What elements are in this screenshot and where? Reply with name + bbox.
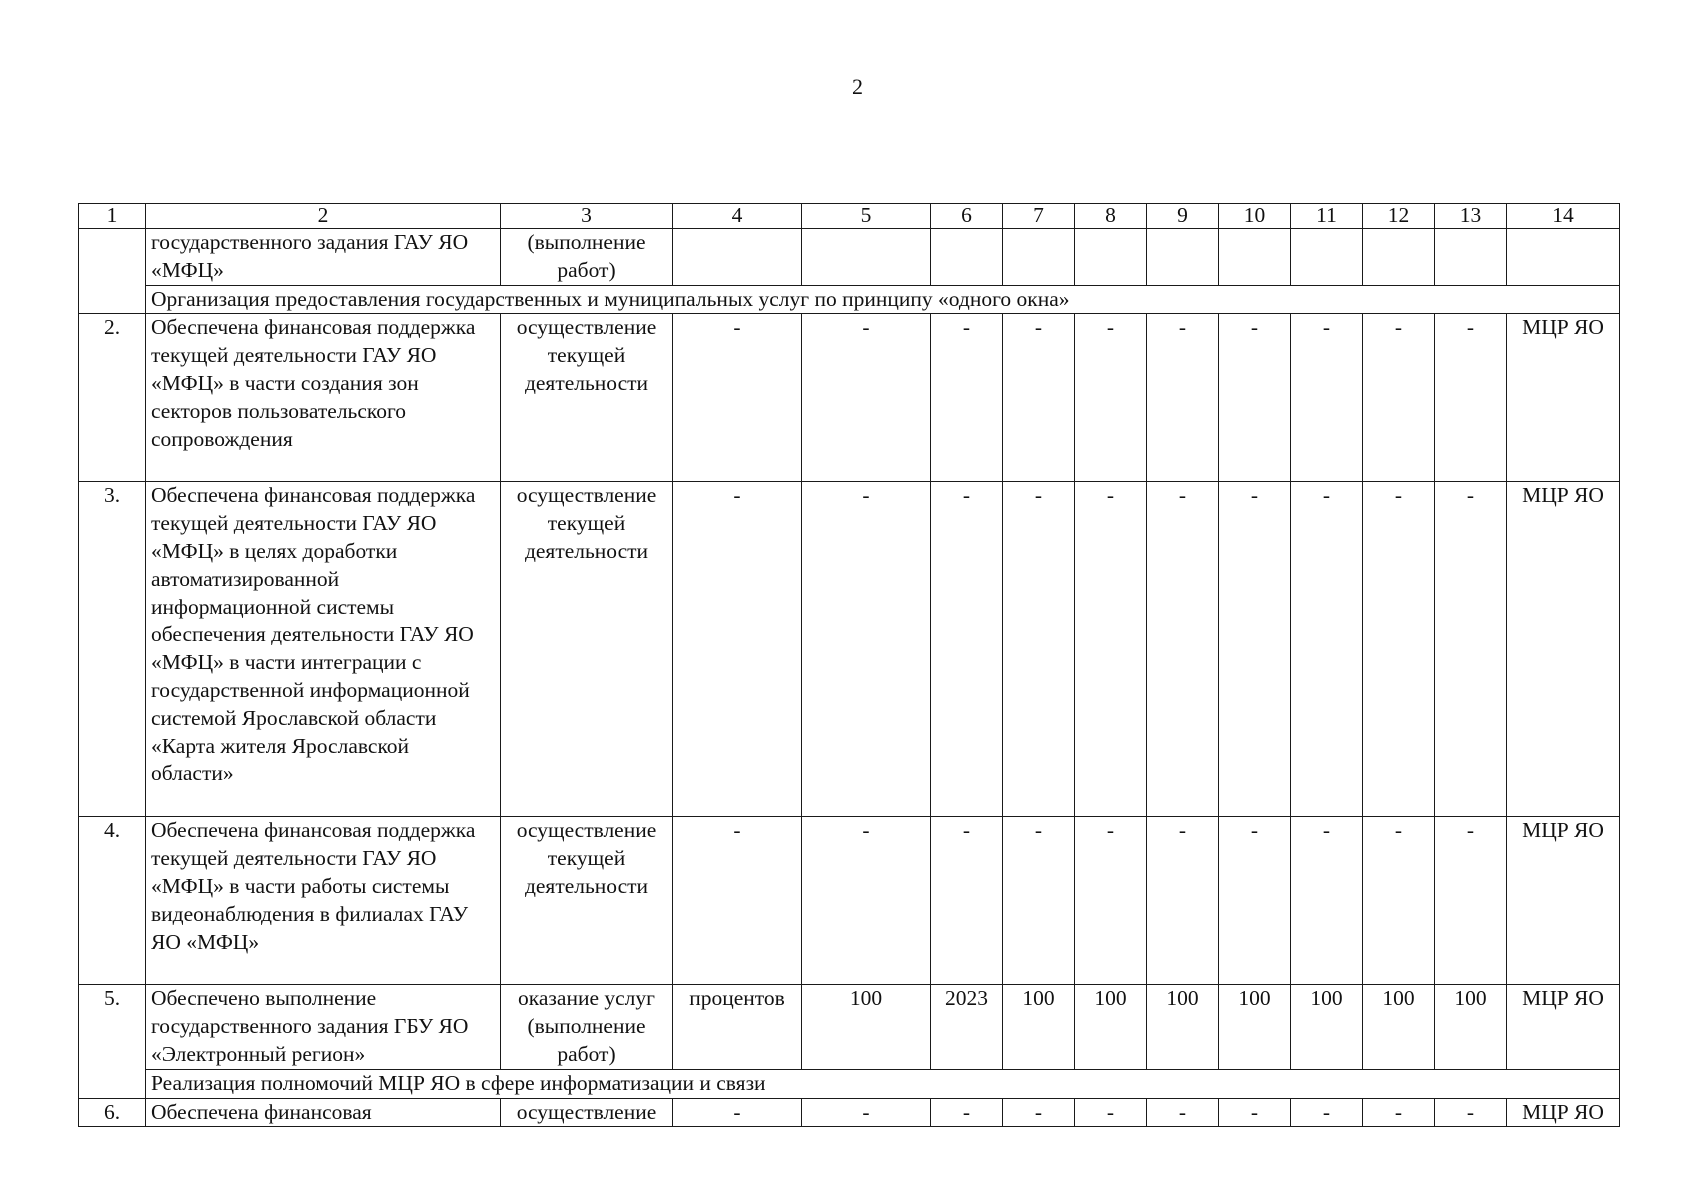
column-number-cell: 9 bbox=[1147, 204, 1219, 229]
indicator-value-cell bbox=[673, 229, 802, 286]
indicator-value-cell: 100 bbox=[1435, 985, 1507, 1069]
indicator-value-cell bbox=[1147, 229, 1219, 286]
indicator-value-cell: - bbox=[1435, 482, 1507, 817]
section-title-row bbox=[79, 285, 1620, 314]
indicator-value-cell: - bbox=[802, 817, 931, 985]
indicator-value-cell: 100 bbox=[1363, 985, 1435, 1069]
indicator-value-cell: - bbox=[673, 1098, 802, 1127]
indicator-value-cell: - bbox=[1435, 817, 1507, 985]
row-number-cell: 4. bbox=[79, 817, 146, 985]
column-number-cell: 10 bbox=[1219, 204, 1291, 229]
indicator-value-cell: - bbox=[1003, 1098, 1075, 1127]
indicator-value-cell: - bbox=[1219, 482, 1291, 817]
indicator-value-cell: - bbox=[1363, 1098, 1435, 1127]
indicator-value-cell: - bbox=[673, 817, 802, 985]
page-number: 2 bbox=[852, 74, 863, 99]
column-number-cell: 14 bbox=[1507, 204, 1620, 229]
indicator-value-cell bbox=[1291, 229, 1363, 286]
section-title-cell: Реализация полномочий МЦР ЯО в сфере информатизации и связи bbox=[146, 1069, 1620, 1098]
indicator-value-cell bbox=[1003, 229, 1075, 286]
indicator-value-cell: - bbox=[802, 314, 931, 482]
column-number-cell: 2 bbox=[146, 204, 501, 229]
row-number-cell: 2. bbox=[79, 314, 146, 482]
column-number-cell: 12 bbox=[1363, 204, 1435, 229]
indicator-value-cell: 100 bbox=[1291, 985, 1363, 1069]
indicator-value-cell: - bbox=[931, 482, 1003, 817]
executor-cell: МЦР ЯО bbox=[1507, 482, 1620, 817]
indicator-value-cell: - bbox=[1363, 482, 1435, 817]
indicator-value-cell: - bbox=[802, 1098, 931, 1127]
table-row bbox=[79, 314, 1620, 482]
result-description-cell: Обеспечена финансовая поддержка текущей деятельности ГАУ ЯО «МФЦ» в целях доработки автоматизированной информационной системы обеспечения деятельности ГАУ ЯО «МФЦ» в части интеграции с государственной информационной системой Ярославской области «Карта жителя Ярославской области» bbox=[146, 482, 501, 817]
continued-row bbox=[79, 229, 1620, 286]
row-number-cell: 5. bbox=[79, 985, 146, 1098]
indicator-value-cell: - bbox=[1003, 482, 1075, 817]
result-description-cell: Обеспечена финансовая bbox=[146, 1098, 501, 1127]
indicator-value-cell: - bbox=[673, 314, 802, 482]
indicator-value-cell: 100 bbox=[802, 985, 931, 1069]
section-title-cell: Организация предоставления государственных и муниципальных услуг по принципу «одного окна» bbox=[146, 285, 1620, 314]
indicator-value-cell: 100 bbox=[1147, 985, 1219, 1069]
indicator-value-cell bbox=[1219, 229, 1291, 286]
table-row bbox=[79, 482, 1620, 817]
column-number-cell: 3 bbox=[501, 204, 673, 229]
indicator-value-cell: - bbox=[1003, 314, 1075, 482]
result-type-cell: (выполнение работ) bbox=[501, 229, 673, 286]
executor-cell: МЦР ЯО bbox=[1507, 985, 1620, 1069]
results-table bbox=[78, 203, 1620, 1127]
column-number-row bbox=[79, 204, 1620, 229]
executor-cell: МЦР ЯО bbox=[1507, 817, 1620, 985]
indicator-value-cell: - bbox=[1075, 314, 1147, 482]
result-description-cell: Обеспечено выполнение государственного задания ГБУ ЯО «Электронный регион» bbox=[146, 985, 501, 1069]
indicator-value-cell: - bbox=[1219, 817, 1291, 985]
result-description-cell: государственного задания ГАУ ЯО «МФЦ» bbox=[146, 229, 501, 286]
result-description-cell: Обеспечена финансовая поддержка текущей деятельности ГАУ ЯО «МФЦ» в части работы системы видеонаблюдения в филиалах ГАУ ЯО «МФЦ» bbox=[146, 817, 501, 985]
table-body bbox=[79, 204, 1620, 1127]
indicator-value-cell: - bbox=[1363, 817, 1435, 985]
column-number-cell: 1 bbox=[79, 204, 146, 229]
executor-cell bbox=[1507, 229, 1620, 286]
indicator-value-cell: - bbox=[802, 482, 931, 817]
indicator-value-cell: 2023 bbox=[931, 985, 1003, 1069]
indicator-value-cell bbox=[1075, 229, 1147, 286]
column-number-cell: 8 bbox=[1075, 204, 1147, 229]
column-number-cell: 7 bbox=[1003, 204, 1075, 229]
table-row bbox=[79, 1098, 1620, 1127]
table-row bbox=[79, 817, 1620, 985]
indicator-value-cell bbox=[1363, 229, 1435, 286]
indicator-value-cell: - bbox=[1435, 1098, 1507, 1127]
indicator-value-cell: - bbox=[1219, 1098, 1291, 1127]
indicator-value-cell: - bbox=[1291, 482, 1363, 817]
column-number-cell: 11 bbox=[1291, 204, 1363, 229]
row-number-cell: 6. bbox=[79, 1098, 146, 1127]
indicator-value-cell: - bbox=[1291, 817, 1363, 985]
column-number-cell: 6 bbox=[931, 204, 1003, 229]
result-description-cell: Обеспечена финансовая поддержка текущей деятельности ГАУ ЯО «МФЦ» в части создания зон секторов пользовательского сопровождения bbox=[146, 314, 501, 482]
executor-cell: МЦР ЯО bbox=[1507, 1098, 1620, 1127]
indicator-value-cell: - bbox=[1147, 314, 1219, 482]
indicator-value-cell bbox=[802, 229, 931, 286]
indicator-value-cell: - bbox=[1147, 1098, 1219, 1127]
indicator-value-cell: - bbox=[1291, 1098, 1363, 1127]
indicator-value-cell: - bbox=[931, 314, 1003, 482]
indicator-value-cell: - bbox=[1363, 314, 1435, 482]
row-number-cell: 3. bbox=[79, 482, 146, 817]
row-number-cell bbox=[79, 229, 146, 314]
result-type-cell: осуществление текущей деятельности bbox=[501, 817, 673, 985]
indicator-value-cell: - bbox=[673, 482, 802, 817]
indicator-value-cell: - bbox=[1075, 482, 1147, 817]
indicator-value-cell: процентов bbox=[673, 985, 802, 1069]
executor-cell: МЦР ЯО bbox=[1507, 314, 1620, 482]
indicator-value-cell: - bbox=[1219, 314, 1291, 482]
result-type-cell: осуществление текущей деятельности bbox=[501, 314, 673, 482]
result-type-cell: оказание услуг (выполнение работ) bbox=[501, 985, 673, 1069]
section-title-row bbox=[79, 1069, 1620, 1098]
indicator-value-cell bbox=[1435, 229, 1507, 286]
column-number-cell: 4 bbox=[673, 204, 802, 229]
indicator-value-cell: 100 bbox=[1219, 985, 1291, 1069]
indicator-value-cell: - bbox=[1003, 817, 1075, 985]
table-row bbox=[79, 985, 1620, 1069]
indicator-value-cell bbox=[931, 229, 1003, 286]
indicator-value-cell: - bbox=[1147, 817, 1219, 985]
indicator-value-cell: - bbox=[1075, 817, 1147, 985]
indicator-value-cell: - bbox=[1147, 482, 1219, 817]
indicator-value-cell: 100 bbox=[1003, 985, 1075, 1069]
indicator-value-cell: - bbox=[1435, 314, 1507, 482]
column-number-cell: 5 bbox=[802, 204, 931, 229]
indicator-value-cell: - bbox=[1075, 1098, 1147, 1127]
indicator-value-cell: 100 bbox=[1075, 985, 1147, 1069]
result-type-cell: осуществление bbox=[501, 1098, 673, 1127]
indicator-value-cell: - bbox=[931, 1098, 1003, 1127]
column-number-cell: 13 bbox=[1435, 204, 1507, 229]
indicator-value-cell: - bbox=[1291, 314, 1363, 482]
indicator-value-cell: - bbox=[931, 817, 1003, 985]
result-type-cell: осуществление текущей деятельности bbox=[501, 482, 673, 817]
